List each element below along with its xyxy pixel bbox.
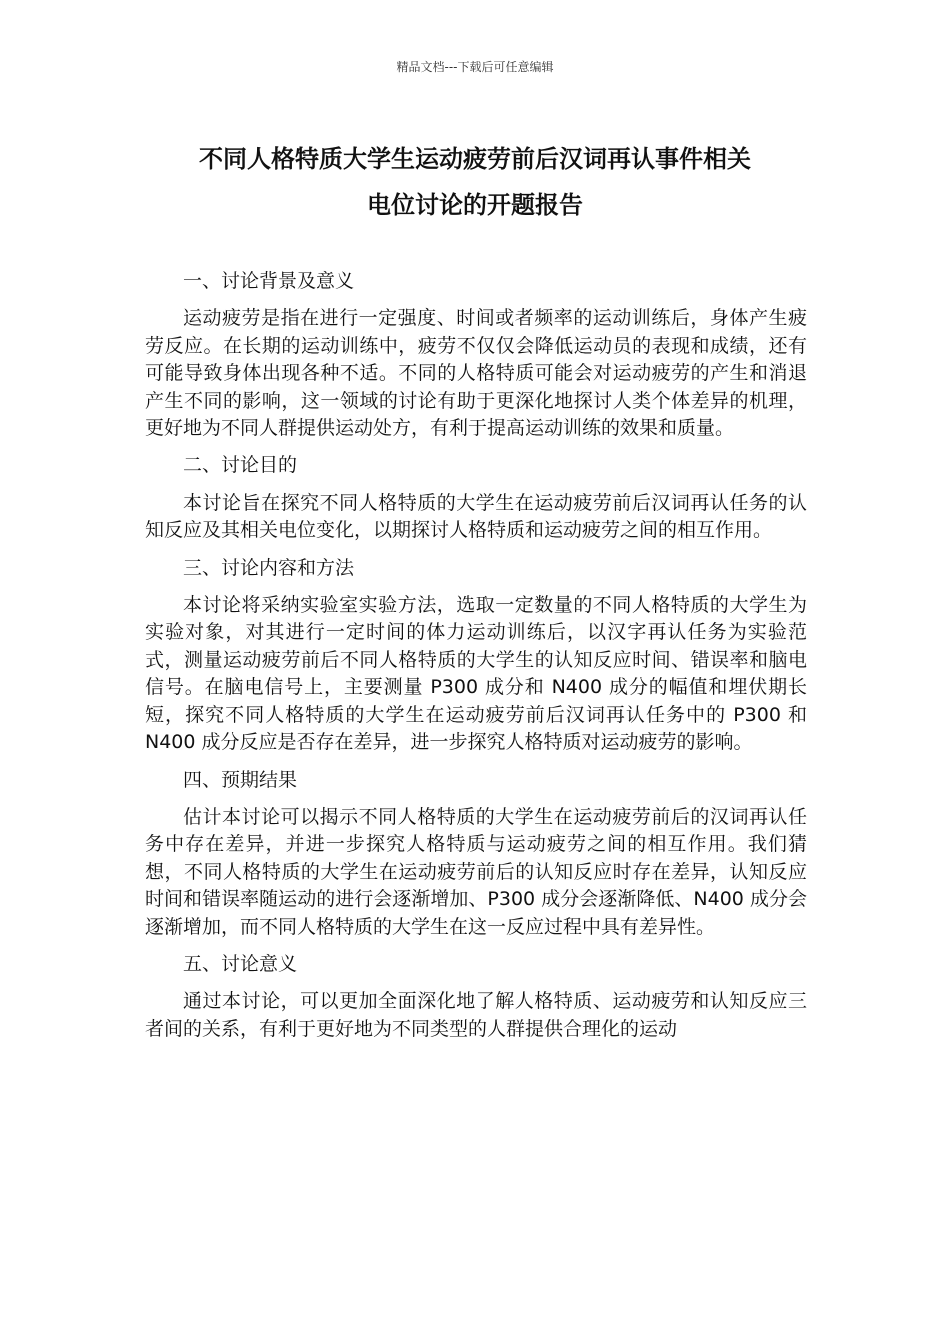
section-paragraph-background: 运动疲劳是指在进行一定强度、时间或者频率的运动训练后，身体产生疲劳反应。在长期的运动训练中，疲劳不仅仅会降低运动员的表现和成绩，还有可能导致身体出现各种不适。不同的人格特质可能会对运动疲劳的产生和消退产生不同的影响，这一领域的讨论有助于更深化地探讨人类个体差异的机理，更好地为不同人群提供运动处方，有利于提高运动训练的效果和质量。	[145, 307, 807, 440]
section-paragraph-purpose: 本讨论旨在探究不同人格特质的大学生在运动疲劳前后汉词再认任务的认知反应及其相关电位变化，以期探讨人格特质和运动疲劳之间的相互作用。	[145, 491, 807, 542]
section-paragraph-significance: 通过本讨论，可以更加全面深化地了解人格特质、运动疲劳和认知反应三者间的关系，有利于更好地为不同类型的人群提供合理化的运动	[145, 990, 807, 1040]
section-heading-methods: 三、讨论内容和方法	[183, 556, 355, 579]
section-heading-expected-results: 四、预期结果	[183, 768, 298, 791]
section-paragraph-methods: 本讨论将采纳实验室实验方法，选取一定数量的不同人格特质的大学生为实验对象，对其进行一定时间的体力运动训练后，以汉字再认任务为实验范式，测量运动疲劳前后不同人格特质的大学生的认知反应时间、错误率和脑电信号。在脑电信号上，主要测量 P300 成分和 N400 成分的幅值和埋伏期长短，探究不同人格特质的大学生在运动疲劳前后汉词再认任务中的 P300 和 N400 成分反应是否存在差异，进一步探究人格特质对运动疲劳的影响。	[145, 594, 807, 754]
title-line-2: 电位讨论的开题报告	[367, 191, 583, 219]
title-line-1: 不同人格特质大学生运动疲劳前后汉词再认事件相关	[199, 145, 751, 173]
section-heading-purpose: 二、讨论目的	[183, 454, 298, 477]
section-heading-significance: 五、讨论意义	[183, 952, 298, 975]
header-note: 精品文档---下载后可任意编辑	[396, 60, 554, 74]
section-paragraph-expected-results: 估计本讨论可以揭示不同人格特质的大学生在运动疲劳前后的汉词再认任务中存在差异，并进一步探究人格特质与运动疲劳之间的相互作用。我们猜想，不同人格特质的大学生在运动疲劳前后的认知反应时存在差异，认知反应时间和错误率随运动的进行会逐渐增加、P300 成分会逐渐降低、N400 成分会逐渐增加，而不同人格特质的大学生在这一反应过程中具有差异性。	[145, 805, 807, 938]
section-heading-background: 一、讨论背景及意义	[183, 270, 355, 292]
document-title	[130, 136, 820, 228]
document-body	[145, 268, 807, 1053]
